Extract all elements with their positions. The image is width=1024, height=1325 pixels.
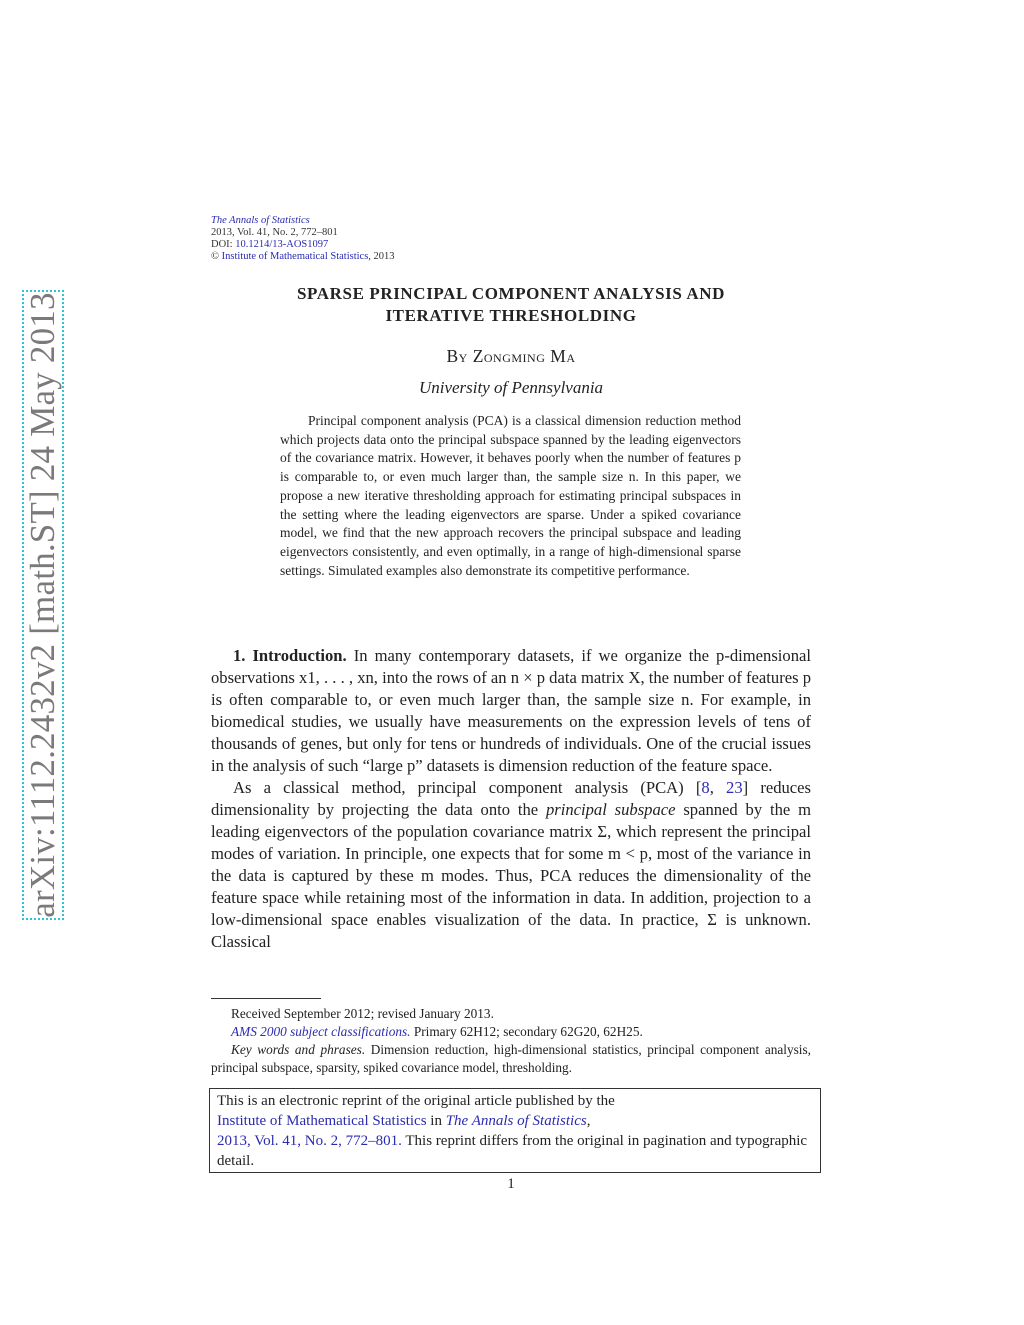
intro-p2-text-a: As a classical method, principal component analysis (PCA) [ xyxy=(233,778,702,797)
footnote-rule xyxy=(211,998,321,999)
keywords-label: Key words and phrases. xyxy=(231,1042,366,1057)
reprint-in: in xyxy=(426,1113,446,1129)
intro-paragraph-2 xyxy=(211,777,811,953)
doi-label: DOI: xyxy=(211,239,233,250)
author-by: By xyxy=(446,346,468,366)
affiliation: University of Pennsylvania xyxy=(418,378,604,397)
citation-8[interactable]: 8 xyxy=(701,778,710,797)
journal-volume: 2013, Vol. 41, No. 2, 772–801 xyxy=(211,227,338,238)
title-line-2: ITERATIVE THRESHOLDING xyxy=(385,306,637,325)
doi-link[interactable]: 10.1214/13-AOS1097 xyxy=(235,239,329,250)
journal-link[interactable]: The Annals of Statistics xyxy=(211,215,310,226)
reprint-rest: This reprint differs from the original in pagination and typographic detail. xyxy=(217,1133,808,1169)
footnotes xyxy=(211,1005,811,1077)
reprint-notice xyxy=(209,1088,821,1173)
principal-subspace-term: principal subspace xyxy=(546,800,676,819)
citation-23[interactable]: 23 xyxy=(726,778,743,797)
reprint-comma: , xyxy=(586,1113,591,1129)
author-name: Zongming Ma xyxy=(472,346,576,366)
reprint-ims-link[interactable]: Institute of Mathematical Statistics xyxy=(217,1113,427,1129)
section-heading: 1. Introduction. xyxy=(233,646,347,665)
arxiv-identifier: arXiv:1112.2432v2 [math.ST] 24 May 2013 xyxy=(23,292,62,918)
ams-classification-link[interactable]: AMS 2000 subject classifications. xyxy=(231,1024,411,1039)
citation-separator: , xyxy=(709,778,727,797)
intro-paragraph-1 xyxy=(211,645,811,777)
abstract: Principal component analysis (PCA) is a classical dimension reduction method which projects data onto the principal subspace spanned by the leading eigenvectors of the covariance matrix. However, it behaves poorly when the number of features p is comparable to, or even much larger than, the sample size n. In this paper, we propose a new iterative thresholding approach for estimating principal subspaces in the setting where the leading eigenvectors are sparse. Under a spiked covariance model, we find that the new approach recovers the principal subspace and leading eigenvectors consistently, and even optimally, in a range of high-dimensional sparse settings. Simulated examples also demonstrate its competitive performance. xyxy=(280,413,741,578)
introduction-section xyxy=(211,645,811,953)
intro-p2-text-b: ] reduces dimensionality by projecting the data onto the xyxy=(211,778,811,819)
keywords-text: Dimension reduction, high-dimensional statistics, principal component analysis, principal subspace, sparsity, spiked covariance model, thresholding. xyxy=(211,1042,811,1075)
ams-classification-text: Primary 62H12; secondary 62G20, 62H25. xyxy=(410,1024,643,1039)
received-note: Received September 2012; revised January 2013. xyxy=(231,1006,494,1021)
copyright-symbol: © xyxy=(211,251,219,262)
reprint-volume-link[interactable]: 2013, Vol. 41, No. 2, 772–801. xyxy=(217,1133,402,1149)
paper-title xyxy=(211,283,811,327)
page-number: 1 xyxy=(507,1176,515,1192)
copyright-year: , 2013 xyxy=(368,251,395,262)
arxiv-stamp xyxy=(22,290,64,920)
author xyxy=(211,346,811,367)
intro-p1-text: In many contemporary datasets, if we organize the p-dimensional observations x1, . . . , xn, into the rows of an n × p data matrix X, the number of features p is often comparable to, or even much larger than, the sample size n. For example, in biomedical studies, we usually have measurements on the expression levels of tens of thousands of genes, but only for tens or hundreds of individuals. One of the crucial issues in the analysis of such “large p” datasets is dimension reduction of the feature space. xyxy=(211,646,811,775)
reprint-line-1: This is an electronic reprint of the original article published by the xyxy=(217,1093,615,1109)
title-line-1: SPARSE PRINCIPAL COMPONENT ANALYSIS AND xyxy=(296,284,725,303)
intro-p2-text-c: spanned by the m leading eigenvectors of the population covariance matrix Σ, which represent the principal modes of variation. In principle, one expects that for some m < p, most of the variance in the data is captured by these m modes. Thus, PCA reduces the dimensionality of the feature space while retaining most of the information in data. In addition, projection to a low-dimensional space enables visualization of the data. In practice, Σ is unknown. Classical xyxy=(211,800,811,951)
journal-header xyxy=(211,215,395,263)
ims-link[interactable]: Institute of Mathematical Statistics xyxy=(221,251,369,262)
reprint-journal-link[interactable]: The Annals of Statistics xyxy=(445,1113,587,1129)
